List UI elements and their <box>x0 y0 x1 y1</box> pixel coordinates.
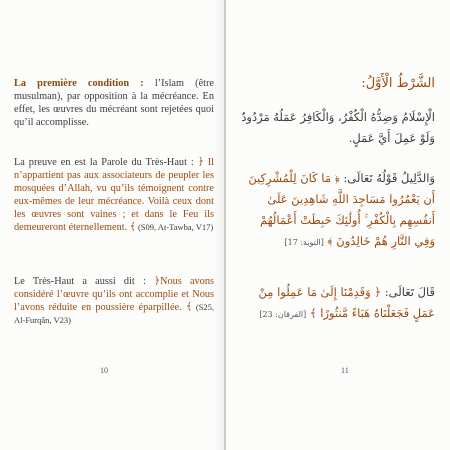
spine-shadow-left <box>214 0 224 450</box>
quote-open-bracket: ﴿ <box>197 157 204 168</box>
arabic-heading-text: الشَّرْطُ الْأَوَّلُ: <box>361 76 435 91</box>
arabic-proof-paragraph <box>237 168 435 253</box>
proof-paragraph <box>14 156 214 234</box>
right-page <box>226 0 450 450</box>
arabic-second-proof-intro: قَالَ تَعَالَى: <box>384 285 435 299</box>
arabic-second-proof-quote: ﴿ وَقَدِمْنَا إِلَىٰ مَا عَمِلُوا مِنْ عَمَلٍ فَجَعَلْنَاهُ هَبَاءً مَّنثُورًا ﴾ <box>258 285 435 320</box>
proof-quote: Il n’appartient pas aux associateurs de peupler les mosquées d’Allah, vu qu’ils témoignent contre eux-mêmes de leur mécréance. Voilà ceux dont les œuvres sont vaines ; et dans le Feu ils demeureront éternellement. <box>14 157 214 233</box>
condition-text: l’Islam (être musulman), par opposition à la mécréance. En effet, les œuvres du mécréant sont rejetées quoi qu’il accomplisse. <box>14 78 214 128</box>
page-number-left: 10 <box>100 366 108 375</box>
quote-close-bracket: ﴾ <box>129 222 136 233</box>
arabic-second-proof-reference: [الفرقان: 23] <box>259 310 307 319</box>
arabic-proof-quote: ﴿ مَا كَانَ لِلْمُشْرِكِينَ أَن يَعْمُرُوا مَسَاجِدَ اللَّهِ شَاهِدِينَ عَلَىٰ أَنفُسِهِم بِالْكُفْرِ ۚ أُولَٰئِكَ حَبِطَتْ أَعْمَالُهُمْ وَفِي النَّارِ هُمْ خَالِدُونَ ﴾ <box>248 171 435 248</box>
second-proof-quote: Nous avons considéré l’œuvre qu’ils ont accomplie et Nous l’avons réduite en poussière éparpillée. <box>14 276 214 313</box>
arabic-heading <box>237 73 435 94</box>
arabic-proof-intro: وَالدَّلِيلُ قَوْلُهُ تَعَالَى: <box>343 171 435 185</box>
proof-reference: (S09, At-Tawba, V17) <box>135 222 214 232</box>
second-proof-intro: Le Très-Haut a aussi dit : <box>14 276 154 287</box>
second-proof-reference: (S25, Al-Furqân, V23) <box>14 302 215 325</box>
condition-paragraph <box>14 77 214 129</box>
arabic-proof-reference: [التوبة: 17] <box>284 238 324 247</box>
second-proof-paragraph <box>14 275 214 327</box>
condition-heading: La première condition : <box>14 78 144 89</box>
page-number-right: 11 <box>341 366 349 375</box>
quote-open-bracket: ﴿ <box>154 276 161 287</box>
arabic-condition-text: الْإِسْلَامُ وَضِدُّهُ الْكُفْرُ، وَالْكَافِرُ عَمَلُهُ مَرْدُودٌ وَلَوْ عَمِلَ أَيَّ عَمَلٍ. <box>241 110 435 145</box>
proof-intro: La preuve en est la Parole du Très-Haut : <box>14 157 198 168</box>
left-page <box>0 0 224 450</box>
quote-close-bracket: ﴾ <box>185 302 193 313</box>
arabic-second-proof-paragraph <box>237 282 435 325</box>
